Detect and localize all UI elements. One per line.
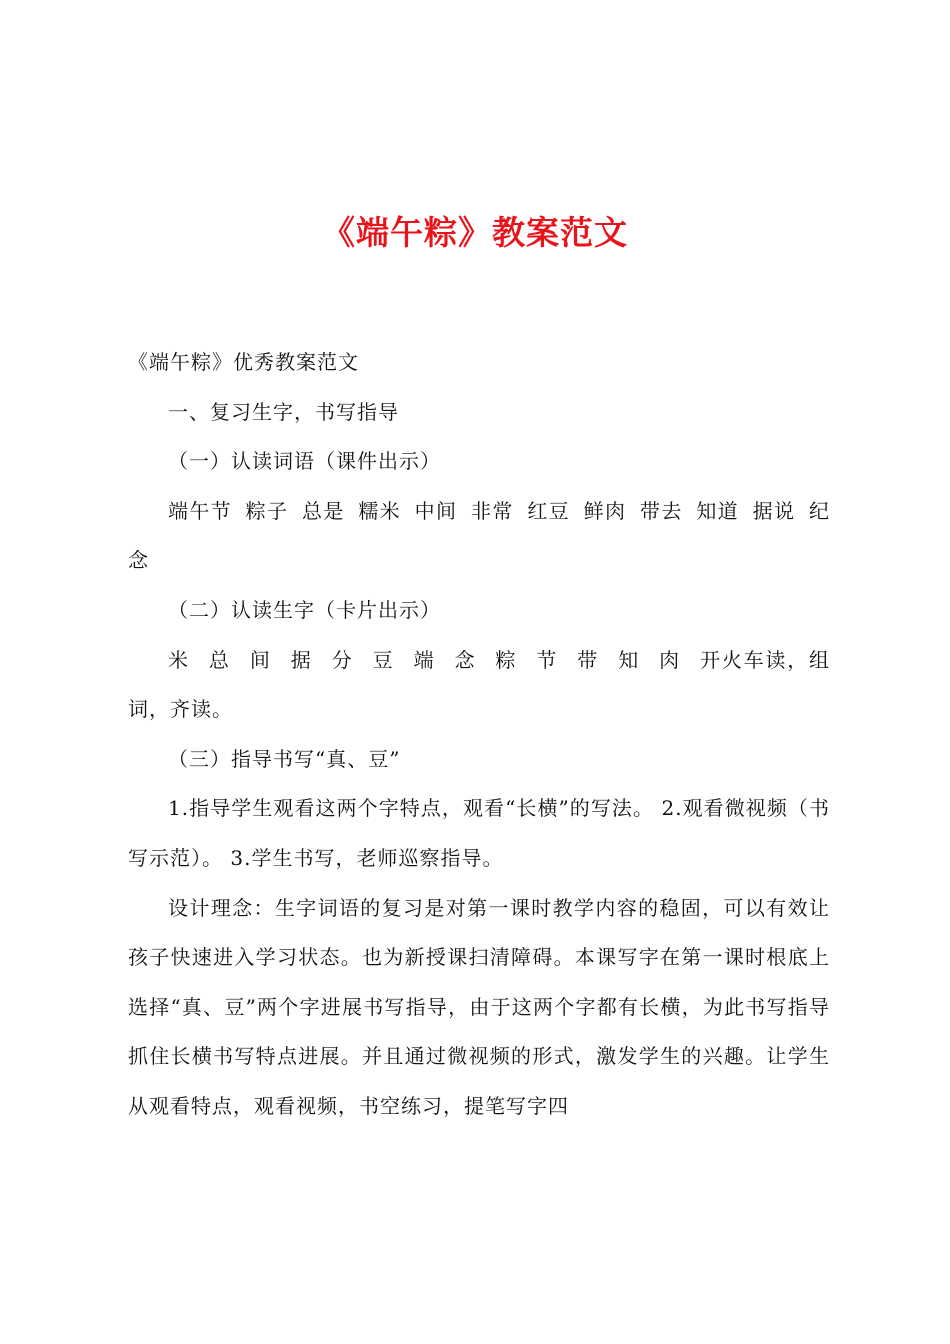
paragraph-subheading-2: （二）认读生字（卡片出示） (168, 597, 441, 622)
paragraph-word-list: 端午节 粽子 总是 糯米 中间 非常 红豆 鲜肉 带去 知道 据说 纪念 (128, 498, 830, 573)
paragraph-subtitle: 《端午粽》优秀教案范文 (128, 350, 359, 374)
paragraph-writing-steps: 1.指导学生观看这两个字特点，观看“长横”的写法。 2.观看微视频（书写示范）。 3.学生书写，老师巡察指导。 (128, 796, 830, 870)
document-body (128, 338, 830, 1132)
paragraph-section-heading: 一、复习生字，书写指导 (168, 399, 399, 424)
paragraph-subheading-3: （三）指导书写“真、豆” (168, 746, 401, 771)
paragraph-design-concept: 设计理念：生字词语的复习是对第一课时教学内容的稳固，可以有效让孩子快速进入学习状态。也为新授课扫清障碍。本课写字在第一课时根底上选择“真、豆”两个字进展书写指导，由于这两个字都有长横，为此书写指导抓住长横书写特点进展。并且通过微视频的形式，激发学生的兴趣。让学生从观看特点，观看视频，书空练习，提笔写字四 (128, 895, 830, 1118)
paragraph-subheading-1: （一）认读词语（课件出示） (168, 449, 441, 474)
paragraph-character-list: 米 总 间 据 分 豆 端 念 粽 节 带 知 肉 开火车读，组词，齐读。 (128, 647, 830, 722)
document-title: 《端午粽》教案范文 (322, 213, 628, 252)
